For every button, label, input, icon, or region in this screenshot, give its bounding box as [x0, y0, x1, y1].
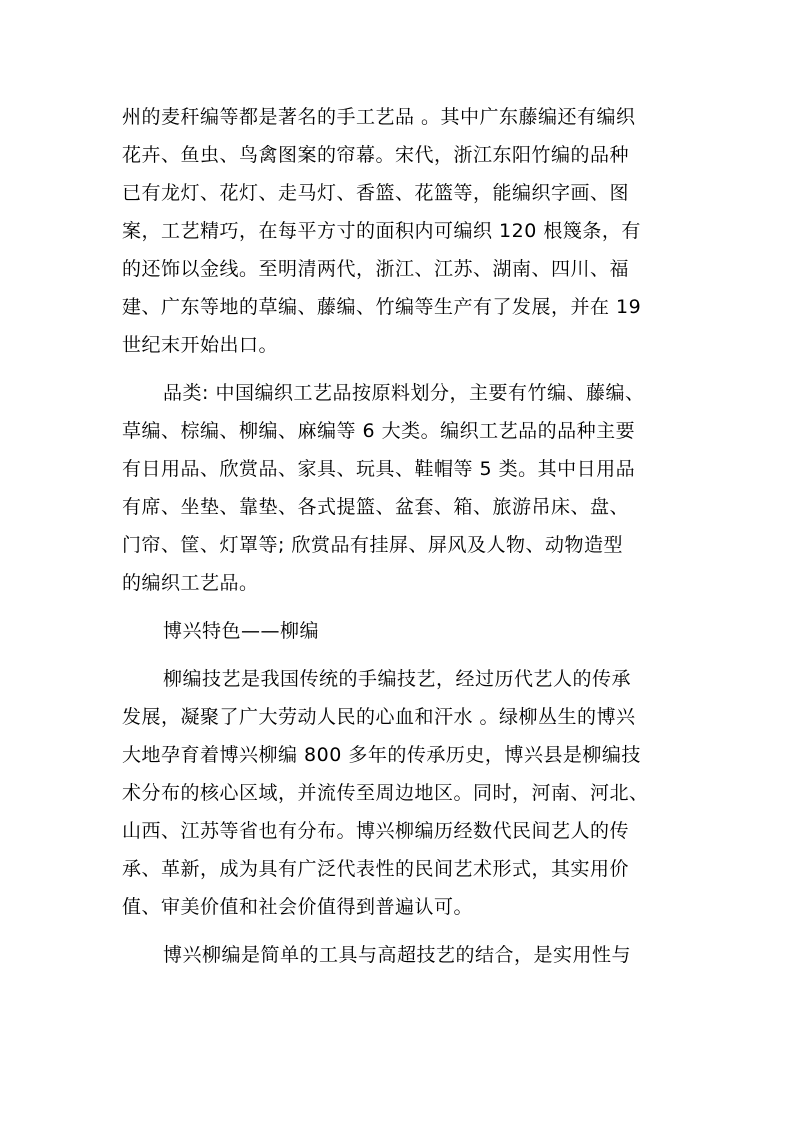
paragraph-line: 的还饰以金线。至明清两代，浙江、江苏、湖南、四川、福: [122, 258, 630, 280]
paragraph-line: 的编织工艺品。: [122, 572, 259, 594]
section-heading: 博兴特色——柳编: [163, 620, 320, 642]
paragraph-line: 山西、江苏等省也有分布。博兴柳编历经数代民间艺人的传: [122, 820, 630, 842]
paragraph-line: 术分布的核心区域，并流传至周边地区。同时，河南、河北、: [122, 782, 649, 804]
paragraph-line: 博兴柳编是简单的工具与高超技艺的结合，是实用性与: [163, 944, 632, 966]
paragraph-line: 案，工艺精巧，在每平方寸的面积内可编织 120 根篾条，有: [122, 220, 641, 242]
paragraph-line: 承、革新，成为具有广泛代表性的民间艺术形式，其实用价: [122, 858, 630, 880]
paragraph-line: 建、广东等地的草编、藤编、竹编等生产有了发展，并在 19: [122, 296, 642, 318]
paragraph-line: 州的麦秆编等都是著名的手工艺品 。其中广东藤编还有编织: [122, 106, 636, 128]
paragraph-line: 草编、棕编、柳编、麻编等 6 大类。编织工艺品的品种主要: [122, 420, 636, 442]
paragraph-line: 值、审美价值和社会价值得到普遍认可。: [122, 896, 474, 918]
paragraph-line: 有日用品、欣赏品、家具、玩具、鞋帽等 5 类。其中日用品: [122, 458, 636, 480]
paragraph-line: 世纪末开始出口。: [122, 334, 279, 356]
paragraph-line: 发展，凝聚了广大劳动人民的心血和汗水 。绿柳丛生的博兴: [122, 706, 636, 728]
paragraph-line: 柳编技艺是我国传统的手编技艺，经过历代艺人的传承: [163, 668, 632, 690]
paragraph-line: 花卉、鱼虫、鸟禽图案的帘幕。宋代，浙江东阳竹编的品种: [122, 144, 630, 166]
paragraph-line: 门帘、筐、灯罩等; 欣赏品有挂屏、屏风及人物、动物造型: [122, 534, 623, 556]
paragraph-line: 品类: 中国编织工艺品按原料划分，主要有竹编、藤编、: [163, 382, 645, 404]
paragraph-line: 已有龙灯、花灯、走马灯、香篮、花篮等，能编织字画、图: [122, 182, 630, 204]
paragraph-line: 有席、坐垫、靠垫、各式提篮、盆套、箱、旅游吊床、盘、: [122, 496, 630, 518]
paragraph-line: 大地孕育着博兴柳编 800 多年的传承历史，博兴县是柳编技: [122, 744, 641, 766]
